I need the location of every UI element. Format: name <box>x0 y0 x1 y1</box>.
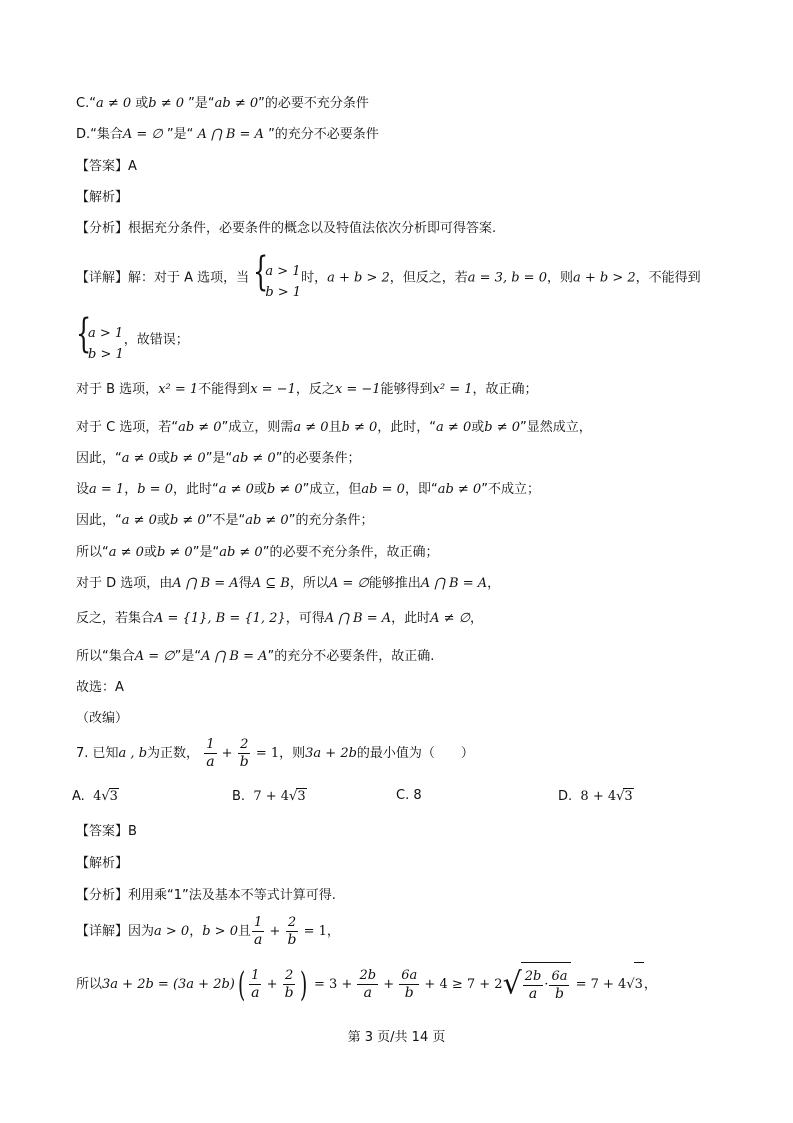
text: 且 <box>237 924 251 939</box>
numerator: 2 <box>285 968 294 983</box>
math: 3a + 2b = (3a + 2b) <box>102 977 235 992</box>
math: ab ≠ 0 <box>219 545 263 560</box>
fraction <box>286 915 299 948</box>
math: a ≠ 0 <box>108 545 144 560</box>
fraction <box>252 915 264 948</box>
text: ， <box>189 924 203 939</box>
analysis-label: 【解析】 <box>76 190 129 205</box>
math: A ⋂ B = A <box>193 127 264 142</box>
math: ab ≠ 0 <box>214 96 259 111</box>
math: a + b > 2 <box>327 270 390 286</box>
text: 或 <box>143 545 157 560</box>
math: 8 + 4 <box>580 789 617 804</box>
answer-label-7: 【答案】B <box>76 824 137 839</box>
answer-label: 【答案】A <box>76 159 137 174</box>
text: 能够得到 <box>380 382 433 397</box>
c-analysis-line-2 <box>76 450 360 468</box>
option-d-line <box>76 126 379 144</box>
text: 或 <box>471 420 485 435</box>
radicand: 3 <box>624 789 633 804</box>
choice-line: 故选：A <box>76 680 124 695</box>
denominator: b <box>284 985 294 1001</box>
system-line <box>76 311 189 366</box>
sqrt-sign: √ <box>616 789 625 804</box>
numerator: 2b <box>359 968 377 983</box>
numerator: 1 <box>206 737 215 752</box>
text: ，可得 <box>285 611 325 626</box>
text: ，故正确； <box>472 382 538 397</box>
math: A = ∅ <box>122 127 163 142</box>
text: 所以“集合 <box>76 649 135 664</box>
text: 时， <box>301 270 328 286</box>
detail-line-7 <box>76 912 340 952</box>
text: ”显然成立， <box>520 420 592 435</box>
numerator: 2 <box>240 737 249 752</box>
text: ， <box>326 924 340 939</box>
option-c <box>396 788 422 803</box>
text: ”的充分不必要条件 <box>263 127 379 142</box>
radicand: 3 <box>634 962 644 1007</box>
paren-close: ) <box>299 964 307 1005</box>
numerator: 6a <box>551 968 568 984</box>
math: a ≠ 0 <box>218 482 254 497</box>
d-analysis-line-1 <box>76 575 500 593</box>
option-d <box>558 788 634 804</box>
text: ，但反之，若 <box>389 270 468 286</box>
math: A ⋂ B = A <box>324 611 392 626</box>
denominator: b <box>554 985 564 1002</box>
denominator: a <box>363 985 372 1001</box>
paren-open: ( <box>237 964 246 1005</box>
denominator: a <box>528 985 538 1002</box>
b-analysis-line <box>76 381 538 399</box>
analysis-summary: 【分析】根据充分条件，必要条件的概念以及特值法依次分析即可得答案. <box>76 221 497 236</box>
text: ，不能得到 <box>635 270 701 286</box>
text: 或 <box>131 96 149 111</box>
math: a ≠ 0 <box>95 96 132 111</box>
sqrt-sign: √ <box>289 789 298 804</box>
d-analysis-line-3 <box>76 648 434 666</box>
fraction <box>357 968 378 1001</box>
equation-system: { a > 1 b > 1 <box>253 252 301 304</box>
math: a , b <box>118 746 148 761</box>
text: 得 <box>238 576 252 591</box>
text: ， <box>643 977 657 992</box>
text: 因此，“ <box>76 451 122 466</box>
math: a ≠ 0 <box>436 420 472 435</box>
text: ”成立，但 <box>302 482 362 497</box>
text: 【详解】解：对于 A 选项，当 <box>76 270 250 286</box>
math: x = −1 <box>334 382 381 397</box>
text: ”的必要不充分条件，故正确； <box>262 545 439 560</box>
math: + <box>262 977 282 992</box>
text: ”的必要条件； <box>275 451 361 466</box>
d-analysis-line-2 <box>76 610 483 628</box>
text: ， <box>124 482 138 497</box>
text: 或 <box>156 513 170 528</box>
math: A ⋂ B = A <box>420 576 488 591</box>
text: 反之，若集合 <box>76 611 155 626</box>
math: ab ≠ 0 <box>245 513 289 528</box>
page-footer: 第 3 页/共 14 页 <box>347 1030 446 1045</box>
math: ab ≠ 0 <box>232 451 276 466</box>
math: a > 0 <box>154 924 190 939</box>
text: ，此时 <box>391 611 431 626</box>
math: b ≠ 0 <box>341 420 378 435</box>
math: b ≠ 0 <box>266 482 303 497</box>
text: C.“ <box>76 96 96 111</box>
math: b > 1 <box>265 284 302 300</box>
text: ”不是“ <box>205 513 246 528</box>
text: 所以“ <box>76 545 109 560</box>
source-note: （改编） <box>76 711 129 726</box>
option-label: B. <box>232 789 246 804</box>
math: 4 <box>93 789 102 804</box>
sqrt-sign: √ <box>626 977 635 992</box>
denominator: a <box>206 754 215 770</box>
math: a > 1 <box>88 325 124 341</box>
math: A ≠ ∅ <box>430 611 471 626</box>
math: b = 0 <box>137 482 173 497</box>
text: ”成立，则需 <box>221 420 294 435</box>
math: b ≠ 0 <box>484 420 520 435</box>
text: 为正数， <box>147 746 200 761</box>
sqrt-sign: √ <box>101 789 110 804</box>
math: A ⋂ B = A <box>201 649 268 664</box>
math: A = ∅ <box>134 649 175 664</box>
math: x = −1 <box>250 382 296 397</box>
text: 不能得到 <box>198 382 251 397</box>
math: 3a + 2b <box>305 746 357 761</box>
math: = 1 <box>251 746 280 761</box>
text: 因此，“ <box>76 513 122 528</box>
math: b ≠ 0 <box>148 96 185 111</box>
math: + <box>265 924 285 939</box>
text: ”是“ <box>184 96 215 111</box>
final-line <box>76 962 657 1007</box>
numerator: 2b <box>524 968 542 984</box>
math: + <box>217 746 237 761</box>
text: ”的充分条件； <box>288 513 374 528</box>
option-label: D. <box>558 789 573 804</box>
text: 且 <box>328 420 342 435</box>
math: a + b > 2 <box>572 270 636 286</box>
text: ，此时，“ <box>377 420 437 435</box>
math: b > 0 <box>202 924 238 939</box>
fraction <box>249 968 261 1001</box>
c-analysis-line-1 <box>76 419 592 437</box>
text: ，故错误； <box>123 332 189 348</box>
c-analysis-line-3 <box>76 481 540 499</box>
text: ，则 <box>279 746 306 761</box>
denominator: b <box>287 932 297 948</box>
numerator: 1 <box>254 915 263 930</box>
math: a = 3, b = 0 <box>467 270 547 286</box>
text: ”的充分不必要条件，故正确. <box>267 649 435 664</box>
text: 的最小值为（ ） <box>356 746 474 761</box>
text: 【详解】因为 <box>76 924 155 939</box>
numerator: 6a <box>401 968 418 983</box>
math: a ≠ 0 <box>293 420 329 435</box>
text: ，则 <box>546 270 573 286</box>
math: b ≠ 0 <box>169 451 206 466</box>
text: 或 <box>156 451 170 466</box>
math: b ≠ 0 <box>156 545 193 560</box>
denominator: a <box>251 985 260 1001</box>
option-label: C. 8 <box>396 788 422 803</box>
text: ”是“ <box>205 451 233 466</box>
math: ab ≠ 0 <box>437 482 482 497</box>
fraction <box>283 968 296 1001</box>
text: ， <box>470 611 484 626</box>
radicand: 3 <box>109 789 118 804</box>
text: ，即“ <box>404 482 438 497</box>
text: ，此时“ <box>172 482 219 497</box>
denominator: b <box>404 985 414 1001</box>
text: ”的必要不充分条件 <box>258 96 369 111</box>
text: ”不成立； <box>481 482 540 497</box>
fraction <box>399 968 419 1001</box>
option-label: A. <box>72 789 85 804</box>
math: a ≠ 0 <box>121 451 157 466</box>
math: b ≠ 0 <box>169 513 206 528</box>
text: 设 <box>76 482 90 497</box>
text: 或 <box>253 482 267 497</box>
fraction <box>549 969 569 1002</box>
math: a > 1 <box>265 263 301 279</box>
text: ”是“ <box>162 127 194 142</box>
numerator: 2 <box>287 915 297 930</box>
math: x² = 1 <box>158 382 199 397</box>
math: a = 1 <box>89 482 125 497</box>
math: ab = 0 <box>361 482 405 497</box>
text: ， <box>487 576 501 591</box>
math: = 7 + 4 <box>571 977 627 992</box>
math: 7 + 4 <box>253 789 290 804</box>
math: b > 1 <box>88 346 124 362</box>
text: ，反之 <box>295 382 335 397</box>
text: 对于 C 选项，若“ <box>76 420 179 435</box>
math: A = {1}, B = {1, 2} <box>154 611 286 626</box>
numerator: 1 <box>251 968 260 983</box>
math: x² = 1 <box>432 382 473 397</box>
text: D.“集合 <box>76 127 123 142</box>
option-c-line <box>76 95 369 113</box>
text: 对于 D 选项，由 <box>76 576 173 591</box>
text: ”是“ <box>174 649 202 664</box>
text: 对于 B 选项， <box>76 382 159 397</box>
math: = 3 + <box>309 977 357 992</box>
text: 所以 <box>76 977 103 992</box>
fraction <box>523 969 544 1002</box>
math: A ⋂ B = A <box>172 576 239 591</box>
text: 能够推出 <box>368 576 421 591</box>
option-b <box>232 788 307 804</box>
equation-system: { a > 1 b > 1 <box>76 314 124 366</box>
math: A = ∅ <box>328 576 369 591</box>
analysis-label-7: 【解析】 <box>76 856 129 871</box>
c-analysis-line-5 <box>76 544 438 562</box>
fraction <box>238 737 251 770</box>
math: a ≠ 0 <box>121 513 157 528</box>
math: = 1 <box>299 924 327 939</box>
math: ab ≠ 0 <box>178 420 222 435</box>
math: + 4 ≥ 7 + 2 <box>420 977 503 992</box>
question-7 <box>76 734 474 774</box>
denominator: b <box>239 754 249 770</box>
math: · <box>544 977 549 992</box>
detail-line <box>76 249 701 304</box>
fraction <box>204 737 216 770</box>
radicand <box>521 962 572 1007</box>
text: ，所以 <box>289 576 329 591</box>
text: 7. 已知 <box>76 746 119 761</box>
option-a <box>72 788 119 804</box>
radicand: 3 <box>297 789 306 804</box>
analysis-summary-7: 【分析】利用乘“1”法及基本不等式计算可得. <box>76 888 336 903</box>
math: + <box>379 977 399 992</box>
denominator: a <box>253 932 263 948</box>
c-analysis-line-4 <box>76 512 373 530</box>
math: A ⊆ B <box>251 576 290 591</box>
sqrt-sign: √ <box>502 966 522 1002</box>
text: ”是“ <box>192 545 220 560</box>
